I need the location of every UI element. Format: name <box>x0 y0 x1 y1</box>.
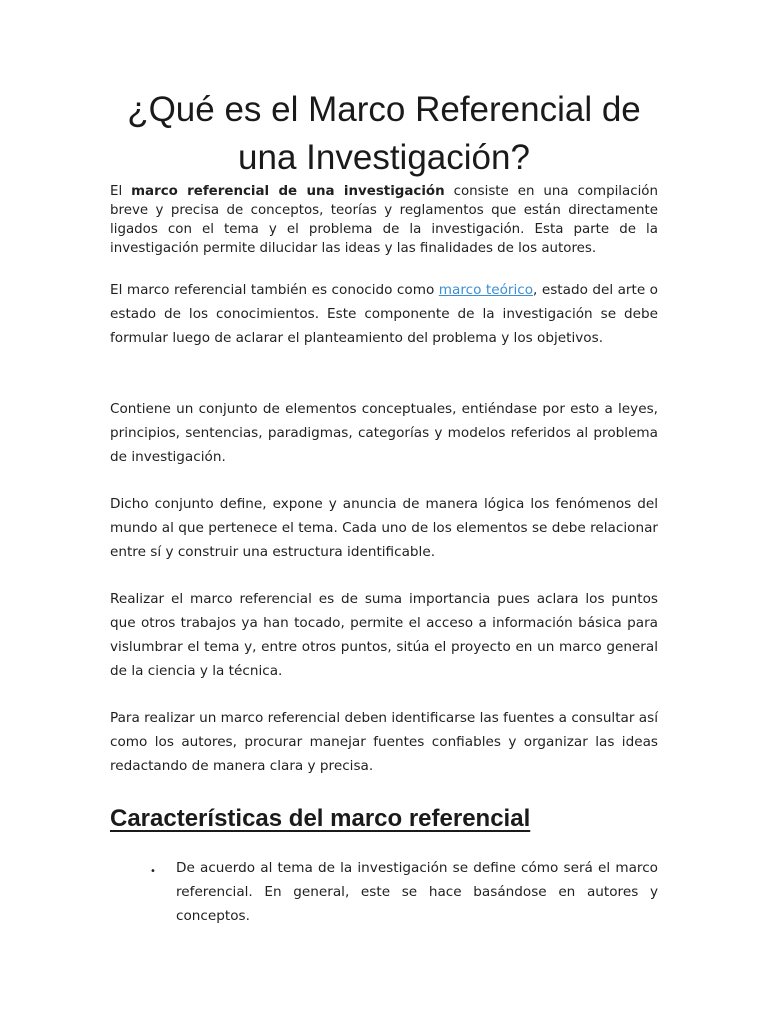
list-item: De acuerdo al tema de la investigación se define cómo será el marco referencial. En general, este se hace basándose en autores y conceptos. <box>176 860 658 924</box>
paragraph-fuentes: Para realizar un marco referencial deben identificarse las fuentes a consultar así como los autores, procurar manejar fuentes confiables y organizar las ideas redactando de manera clara y precisa. <box>110 710 658 774</box>
intro-paragraph <box>110 182 658 258</box>
intro-rest: consiste en una compilación breve y precisa de conceptos, teorías y reglamentos que están directamente ligados con el tema y el problema de la investigación. Esta parte de la investigación permite dilucidar las ideas y las finalidades de los autores. <box>110 184 658 256</box>
paragraph-2-before-link: El marco referencial también es conocido como <box>110 282 439 298</box>
intro-lead: El <box>110 184 132 199</box>
section-heading-caracteristicas: Características del marco referencial <box>110 805 531 832</box>
paragraph-2-after-link: , estado del arte o estado de los conocimientos. Este componente de la investigación se debe formular luego de aclarar el planteamiento del problema y los objetivos. <box>110 282 659 346</box>
bullet-marker: • <box>150 866 156 877</box>
marco-teorico-link[interactable]: marco teórico <box>438 282 534 298</box>
page-title: ¿Qué es el Marco Referencial de una Investigación? <box>127 90 641 177</box>
paragraph-conjunto: Dicho conjunto define, expone y anuncia de manera lógica los fenómenos del mundo al que pertenece el tema. Cada uno de los elementos se debe relacionar entre sí y construir una estructura identificable. <box>110 496 658 560</box>
intro-bold-term: marco referencial de una investigación <box>131 184 445 199</box>
paragraph-importancia: Realizar el marco referencial es de suma importancia pues aclara los puntos que otros trabajos ya han tocado, permite el acceso a información básica para vislumbrar el tema y, entre otros puntos, sitúa el proyecto en un marco general de la ciencia y la técnica. <box>110 591 658 679</box>
paragraph-marco-teorico <box>110 278 658 350</box>
paragraph-elementos: Contiene un conjunto de elementos conceptuales, entiéndase por esto a leyes, principios, sentencias, paradigmas, categorías y modelos referidos al problema de investigación. <box>110 401 658 465</box>
